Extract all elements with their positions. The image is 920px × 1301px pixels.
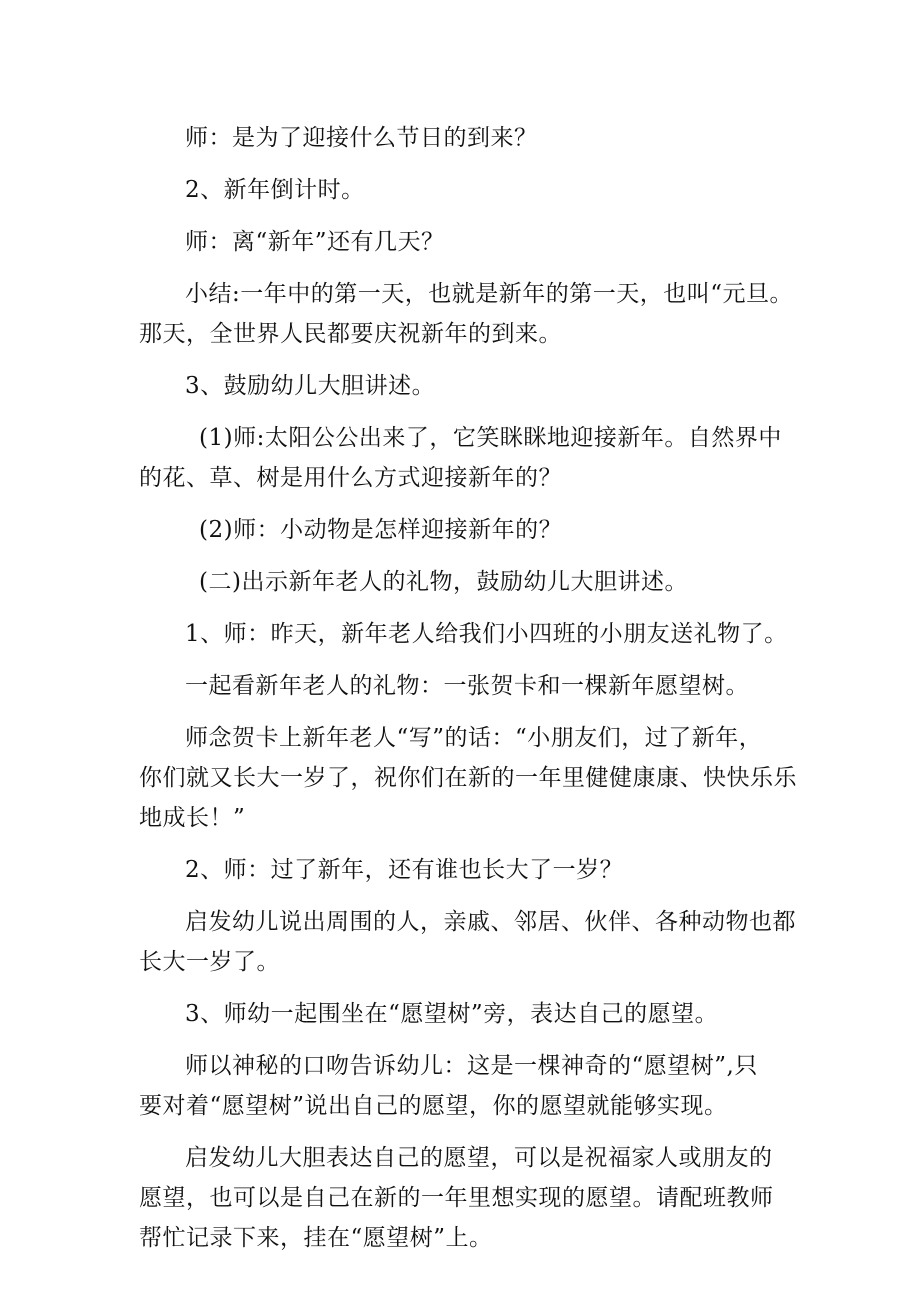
text-line: (1)师:太阳公公出来了，它笑眯眯地迎接新年。自然界中 [199,425,782,451]
text-line: 师：是为了迎接什么节日的到来？ [185,125,538,151]
text-line: 1、师：昨天，新年老人给我们小四班的小朋友送礼物了。 [185,621,788,647]
text-line: 师：离“新年”还有几天？ [185,229,445,255]
text-line: 启发幼儿说出周围的人，亲戚、邻居、伙伴、各种动物也都 [185,909,796,935]
text-line: 2、新年倒计时。 [185,177,365,203]
text-line: 地成长！” [139,805,246,831]
text-line: 愿望，也可以是自己在新的一年里想实现的愿望。请配班教师 [139,1185,774,1211]
text-line: 3、师幼一起围坐在“愿望树”旁，表达自己的愿望。 [185,1001,719,1027]
text-line: 要对着“愿望树”说出自己的愿望，你的愿望就能够实现。 [139,1093,728,1119]
text-line: 那天，全世界人民都要庆祝新年的到来。 [139,321,562,347]
text-line: 启发幼儿大胆表达自己的愿望，可以是祝福家人或朋友的 [185,1145,773,1171]
text-line: 小结:一年中的第一天，也就是新年的第一天，也叫“元旦。 [185,281,794,307]
text-line: 一起看新年老人的礼物：一张贺卡和一棵新年愿望树。 [185,673,749,699]
text-line: 的花、草、树是用什么方式迎接新年的？ [139,465,562,491]
text-line: (2)师：小动物是怎样迎接新年的？ [199,517,563,543]
text-line: 2、师：过了新年，还有谁也长大了一岁？ [185,857,624,883]
text-line: 帮忙记录下来，挂在“愿望树”上。 [139,1225,493,1251]
text-line: 长大一岁了。 [139,949,280,975]
document-body [139,118,797,1258]
text-line: 师念贺卡上新年老人“写”的话：“小朋友们，过了新年， [185,725,763,751]
text-line: 3、鼓励幼儿大胆讲述。 [185,373,436,399]
text-line: (二)出示新年老人的礼物，鼓励幼儿大胆讲述。 [199,569,688,595]
text-line: 师以神秘的口吻告诉幼儿：这是一棵神奇的“愿望树”,只 [185,1053,758,1079]
text-line: 你们就又长大一岁了，祝你们在新的一年里健健康康、快快乐乐 [139,765,797,791]
